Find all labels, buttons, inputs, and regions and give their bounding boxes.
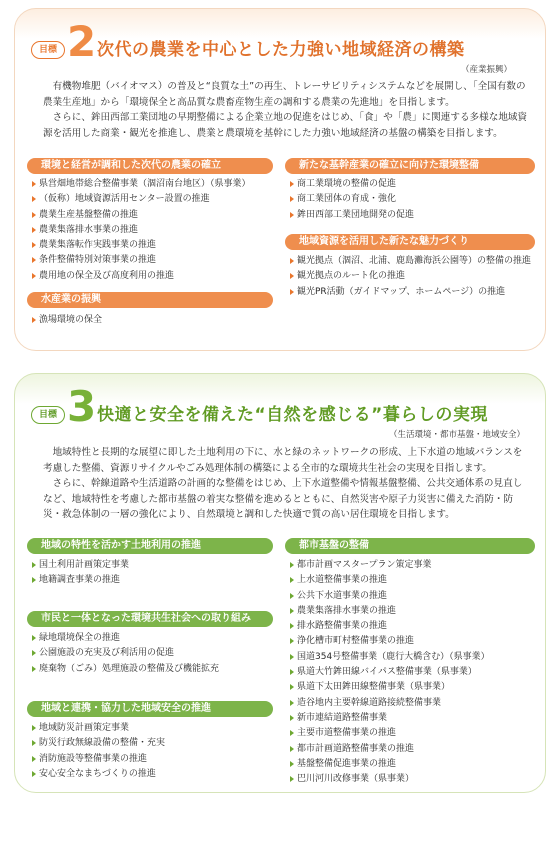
- list-item: 造谷地内主要幹線道路接続整備事業: [289, 696, 490, 711]
- goal-badge: 目標: [31, 41, 65, 59]
- category-heading: 水産業の振興: [27, 292, 273, 308]
- goal-2-section: [14, 8, 546, 351]
- category-heading: 新たな基幹産業の確立に向けた環境整備: [285, 158, 535, 174]
- category-list: [289, 558, 490, 787]
- list-item: 鉾田西部工業団地開発の促進: [289, 208, 414, 223]
- list-item: 県道下太田鉾田線整備事業（県事業）: [289, 680, 490, 695]
- list-item: 農用地の保全及び高度利用の推進: [31, 269, 251, 284]
- list-item: 上水道整備事業の推進: [289, 573, 490, 588]
- list-item: 地籍調査事業の推進: [31, 573, 129, 588]
- list-item: 排水路整備事業の推進: [289, 619, 490, 634]
- list-item: 都市計画マスタープラン策定事業: [289, 558, 490, 573]
- goal-3-section: [14, 373, 546, 793]
- list-item: 農業生産基盤整備の推進: [31, 208, 251, 223]
- category-list: [31, 177, 251, 284]
- list-item: 条件整備特別対策事業の推進: [31, 253, 251, 268]
- list-item: 観光拠点（涸沼、北浦、鹿島灘海浜公園等）の整備の推進: [289, 254, 531, 269]
- category-list: [31, 721, 165, 782]
- category-heading: 市民と一体となった環境共生社会への取り組み: [27, 611, 273, 627]
- list-item: 緑地環境保全の推進: [31, 631, 219, 646]
- list-item: 主要市道整備事業の推進: [289, 726, 490, 741]
- list-item: 国土利用計画策定事業: [31, 558, 129, 573]
- list-item: 県道大竹鉾田線バイパス整備事業（県事業）: [289, 665, 490, 680]
- list-item: 公園施設の充実及び利活用の促進: [31, 646, 219, 661]
- list-item: 商工業団体の育成・強化: [289, 192, 414, 207]
- list-item: 浄化槽市町村整備事業の推進: [289, 634, 490, 649]
- goal-2-header: [31, 17, 531, 73]
- list-item: 安心安全なまちづくりの推進: [31, 767, 165, 782]
- list-item: 農業集落転作実践事業の推進: [31, 238, 251, 253]
- description-paragraph: さらに、幹線道路や生活道路の計画的な整備をはじめ、上下水道整備や情報基盤整備、公共交通体系の見直しなど、地域特性を考慮した都市基盤の着実な整備を進めるとともに、自然災害や原子力災害に備えた消防・防災・救急体制の一層の強化により、自然環境と調和した快適で質の高い居住環境を目指します。: [43, 478, 523, 521]
- category-list: [289, 177, 414, 223]
- category-heading: 地域資源を活用した新たな魅力づくり: [285, 234, 535, 250]
- list-item: 地域防災計画策定事業: [31, 721, 165, 736]
- description-paragraph: さらに、鉾田西部工業団地の早期整備による企業立地の促進をはじめ、「食」や「農」に関連する多様な地域資源を活用した商業・観光を推進し、農業と農環境を基幹にした力強い地域経済の基盤の構築を目指します。: [43, 112, 528, 139]
- category-heading: 都市基盤の整備: [285, 538, 535, 554]
- list-item: 新市連結道路整備事業: [289, 711, 490, 726]
- list-item: 観光PR活動（ガイドマップ、ホームページ）の推進: [289, 285, 531, 300]
- list-item: 都市計画道路整備事業の推進: [289, 742, 490, 757]
- category-list: [289, 254, 531, 300]
- list-item: 消防施設等整備事業の推進: [31, 752, 165, 767]
- category-heading: 地域の特性を活かす土地利用の推進: [27, 538, 273, 554]
- goal-title: 快適と安全を備えた“自然を感じる”暮らしの実現: [97, 405, 488, 425]
- list-item: 観光拠点のルート化の推進: [289, 269, 531, 284]
- goal-description: [43, 79, 529, 141]
- list-item: 廃棄物（ごみ）処理施設の整備及び機能拡充: [31, 662, 219, 677]
- category-list: [31, 631, 219, 677]
- goal-title: 次代の農業を中心とした力強い地域経済の構築: [97, 40, 465, 60]
- list-item: 農業集落排水事業の推進: [31, 223, 251, 238]
- list-item: 公共下水道事業の推進: [289, 589, 490, 604]
- list-item: 漁場環境の保全: [31, 313, 102, 328]
- goal-subtitle: （生活環境・都市基盤・地域安全）: [389, 430, 526, 440]
- list-item: 県営畑地帯総合整備事業（涸沼南台地区）（県事業）: [31, 177, 251, 192]
- list-item: （仮称）地域資源活用センター設置の推進: [31, 192, 251, 207]
- description-paragraph: 地域特性と長期的な展望に即した土地利用の下に、水と緑のネットワークの形成、上下水道の地域バランスを考慮した整備、資源リサイクルやごみ処理体制の構築による全市的な環境共生社会の実現を目指します。: [43, 447, 523, 474]
- list-item: 農業集落排水事業の推進: [289, 604, 490, 619]
- goal-number: 3: [67, 382, 97, 431]
- goal-number: 2: [67, 17, 97, 66]
- category-heading: 環境と経営が調和した次代の農業の確立: [27, 158, 273, 174]
- goal-badge: 目標: [31, 406, 65, 424]
- category-heading: 地域と連携・協力した地域安全の推進: [27, 701, 273, 717]
- list-item: 商工業環境の整備の促進: [289, 177, 414, 192]
- list-item: 基盤整備促進事業の推進: [289, 757, 490, 772]
- list-item: 巴川河川改修事業（県事業）: [289, 772, 490, 787]
- description-paragraph: 有機物堆肥（バイオマス）の普及と“良質な土”の再生、トレーサビリティシステムなどを展開し、「全国有数の農業生産地」から「環境保全と高品質な農畜産物生産の調和する農業の先進地」を目指します。: [43, 81, 526, 108]
- category-list: [31, 313, 102, 328]
- goal-subtitle: （産業振興）: [461, 65, 513, 75]
- category-list: [31, 558, 129, 589]
- list-item: 国道354号整備事業（鹿行大橋含む）（県事業）: [289, 650, 490, 665]
- list-item: 防災行政無線設備の整備・充実: [31, 736, 165, 751]
- goal-description: [43, 445, 529, 523]
